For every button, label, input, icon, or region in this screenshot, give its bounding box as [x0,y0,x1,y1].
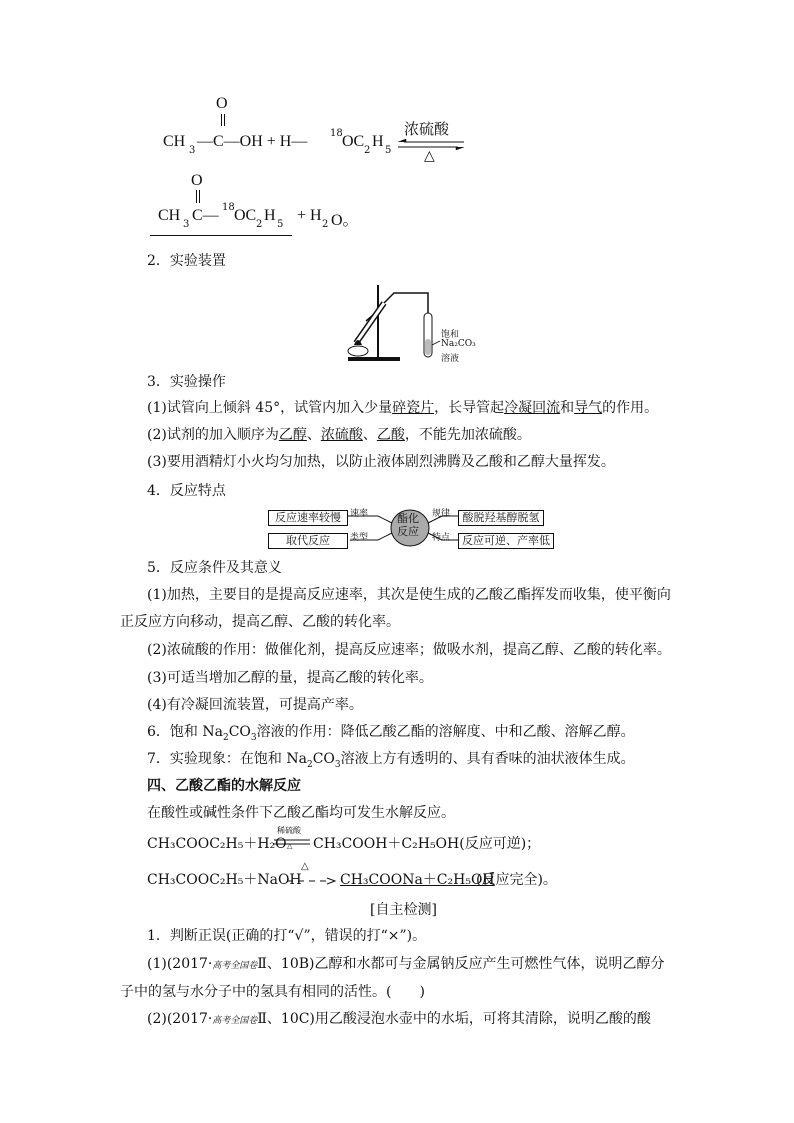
operation-item [147,425,531,445]
water-oxygen: O。 [331,212,359,229]
source-label: 高考全国卷 [212,1016,258,1026]
subscript: 5 [277,219,284,230]
double-bond-line [221,114,223,126]
subscript: 2 [364,145,371,156]
part-heading: 四、乙酸乙酯的水解反应 [147,778,301,794]
text: Ⅱ、10C)用乙酸浸泡水壶中的水垢，可将其清除，说明乙酸的酸 [257,1011,651,1027]
heat-label: △ [424,148,435,164]
diagram-box-type: 取代反应 [268,533,348,549]
subscript: 3 [189,145,196,156]
text: ，不能先加浓硫酸。 [404,427,531,443]
subscript: 3 [334,759,341,770]
operation-item: (3)要用酒精灯小火均匀加热，以防止液体剧烈沸腾及乙酸和乙醇大量挥发。 [147,454,615,470]
carboxyl-h-segment: —C—OH + H— [197,133,308,150]
keyword: 浓硫酸 [320,427,363,443]
diagram-box-rule: 酸脱羟基醇脱氢 [458,510,544,526]
keyword: 导气 [574,400,603,416]
condition-item: (4)有冷凝回流装置，可提高产率。 [147,697,363,713]
subscript: 3 [183,219,190,230]
diagram-box-feature: 反应可逆、产率低 [458,533,554,549]
text: CO [228,724,251,740]
subscript: 3 [250,732,257,743]
text: 、 [306,427,321,443]
subscript: 2 [322,219,329,230]
diagram-label: 速率 [350,509,369,519]
underline-rule [150,235,292,236]
operation-item [147,398,658,418]
subscript: 2 [256,219,263,230]
text: (1)试管向上倾斜 45°，试管内加入少量 [147,400,393,416]
double-bond-line [196,190,198,203]
text: (2)试剂的加入顺序为 [147,427,279,443]
condition-item: 正反应方向移动，提高乙醇、乙酸的转化率。 [120,614,400,630]
keyword: 冷凝回流 [504,400,561,416]
section-title: 2．实验装置 [147,253,226,269]
text: Ⅱ、10B)乙醇和水都可与金属钠反应产生可燃性气体，说明乙醇分 [257,956,665,972]
ethoxy-segment: OC [342,133,365,150]
text: 和 [560,400,575,416]
condition-item: (2)浓硫酸的作用：做催化剂，提高反应速率；做吸水剂，提高乙醇、乙酸的转化率。 [147,642,671,658]
text: 、 [362,427,377,443]
keyword: 碎瓷片 [392,400,435,416]
isotope-label: 18 [222,202,235,213]
question-item [147,954,664,976]
double-bond-line [199,190,201,203]
catalyst-label: 浓硫酸 [404,120,450,138]
paragraph: 在酸性或碱性条件下乙酸乙酯均可发生水解反应。 [147,805,455,821]
isotope-label: 18 [330,128,343,139]
source-label: 高考全国卷 [212,961,258,971]
methyl-group: CH [158,207,181,224]
diagram-box-rate: 反应速率较慢 [268,510,348,526]
text: 溶液上方有透明的、具有香味的油状液体生成。 [340,751,635,767]
question-item [147,1009,651,1031]
ester-carbon: C— [192,207,219,224]
subscript: 2 [306,759,313,770]
double-bond-line [224,114,226,126]
text: (2)(2017· [147,1011,213,1027]
water-product: + H [297,207,322,224]
section-title: 5．反应条件及其意义 [147,560,282,576]
reaction-condition: △ [301,861,309,872]
apparatus-label: Na₂CO₃ [441,339,476,349]
carbonyl-oxygen: O [191,172,203,189]
reaction-base-product: CH₃COONa＋C₂H₅OH [340,872,495,888]
text: (1)(2017· [147,956,213,972]
section-title: 3．实验操作 [147,374,226,390]
text: 6．饱和 Na [147,724,223,740]
condition-item: (3)可适当增加乙醇的量，提高乙酸的转化率。 [147,670,433,686]
diagram-label: 规律 [432,509,451,519]
keyword: 乙酸 [376,427,405,443]
section-title: 4．反应特点 [147,483,226,499]
text: 的作用。 [602,400,659,416]
hydrogen: H [372,133,384,150]
ethoxy-segment: OC [234,207,257,224]
diagram-center: 反应 [397,525,419,538]
self-check-heading: [自主检测] [370,902,437,918]
apparatus-illustration-icon [340,283,450,365]
carbonyl-oxygen: O [216,95,228,112]
reaction-base-note: (反应完全)。 [476,872,557,888]
reaction-condition: △ [287,842,293,850]
diagram-label: 类型 [350,533,369,543]
diagram-center: 酯化 [397,512,419,525]
condition-item: (1)加热，主要目的是提高反应速率，其次是使生成的乙酸乙酯挥发而收集，使平衡向 [147,587,671,603]
text: ，长导管起 [434,400,505,416]
diagram-label: 特点 [432,533,451,543]
section-item [147,749,635,775]
arrow-icon [285,876,337,886]
question-1: 1．判断正误(正确的打“√”，错误的打“×”)。 [147,928,427,944]
reaction-base-left: CH₃COOC₂H₅＋NaOH [147,872,302,888]
subscript: 5 [385,145,392,156]
apparatus-label: 溶液 [441,354,460,364]
reaction-acid-right: CH₃COOH＋C₂H₅OH(反应可逆)； [313,836,541,852]
hydrogen: H [264,207,276,224]
text: 溶液的作用：降低乙酸乙酯的溶解度、中和乙酸、溶解乙醇。 [256,724,635,740]
keyword: 乙醇 [278,427,307,443]
subscript: 2 [222,732,229,743]
reaction-catalyst: 稀硫酸 [277,826,301,835]
question-item: 子中的氢与水分子中的氢具有相同的活性。( ) [120,984,425,1000]
text: CO [312,751,335,767]
section-item [147,722,635,748]
methyl-group: CH [163,133,186,150]
apparatus-label: 饱和 [441,330,460,340]
text: 7．实验现象：在饱和 Na [147,751,307,767]
reaction-acid-left: CH₃COOC₂H₅＋H₂O [147,836,287,852]
